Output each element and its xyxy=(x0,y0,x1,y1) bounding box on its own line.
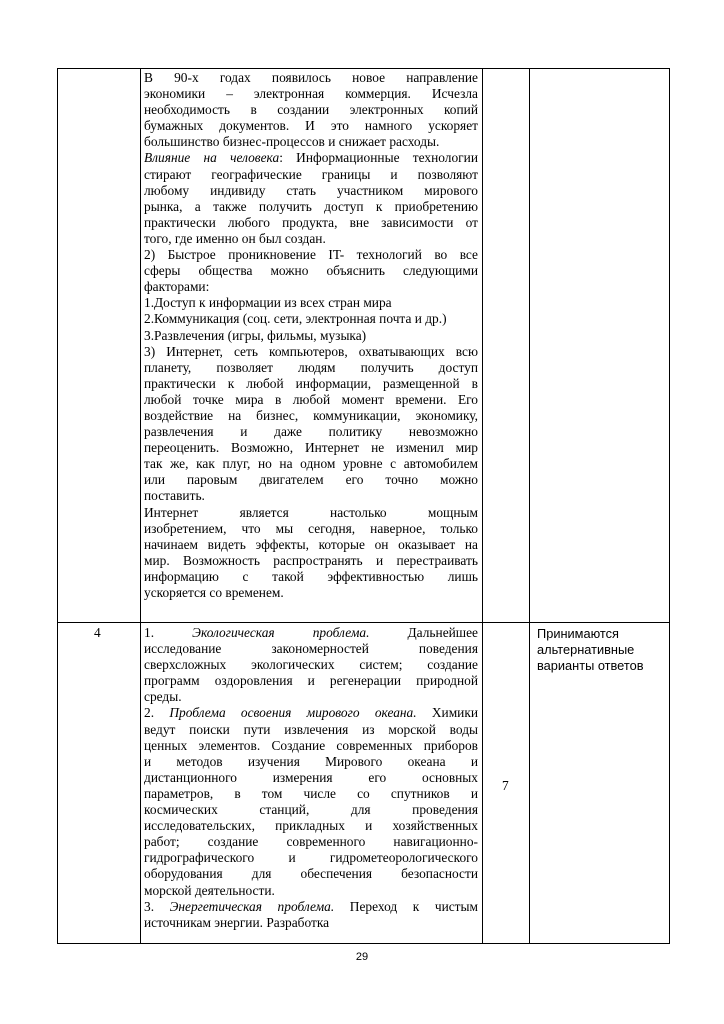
row1-text-line: практически к любой информации, размещенной в xyxy=(144,375,478,391)
table-divider-2 xyxy=(482,68,483,944)
italic-heading: Влияние на человека xyxy=(144,150,280,166)
row2-text-line: среды. xyxy=(144,689,182,705)
row1-text-line: практически любого продукта, вне зависимости от xyxy=(144,214,478,230)
row2-text-line: 1. Экологическая проблема. Дальнейшее xyxy=(144,625,478,640)
table-divider-3 xyxy=(529,68,530,944)
row1-text-line: любой точке мира в любой момент времени. Его xyxy=(144,391,478,407)
row1-text-line: переоценить. Возможно, Интернет не изменил мир xyxy=(144,440,478,456)
row2-text-line: космических станций, для проведения xyxy=(144,802,478,818)
row2-text-line: 3. Энергетическая проблема. Переход к чистым xyxy=(144,898,478,914)
row2-text-line: источникам энергии. Разработка xyxy=(144,914,330,930)
row1-text-line: так же, как плуг, но на одном уровне с автомобилем xyxy=(144,456,478,472)
row1-text-line: 1.Доступ к информации из всех стран мира xyxy=(144,295,392,311)
table-border-right xyxy=(669,68,670,944)
row1-text-line: или паровым двигателем его точно можно xyxy=(144,472,478,488)
row2-text-line: исследовательских, прикладных и хозяйственных xyxy=(144,818,478,834)
table-border-top xyxy=(57,68,670,69)
row1-text-line: Влияние на человека: Информационные технологии xyxy=(144,150,478,166)
table-border-bottom xyxy=(57,943,670,944)
row1-text-line: 3) Интернет, сеть компьютеров, охватывающих всю xyxy=(144,343,478,359)
row2-text-line: ценных элементов. Создание современных приборов xyxy=(144,737,478,753)
italic-heading: Проблема освоения мирового океана. xyxy=(169,705,417,721)
row1-text-line: бумажных документов. И это намного ускоряет xyxy=(144,118,478,134)
row2-text-line: программ оздоровления и регенерации природной xyxy=(144,673,478,689)
row1-text-line: мир. Возможность распространять и перестраивать xyxy=(144,552,478,568)
row1-text-line: В 90-х годах появилось новое направление xyxy=(144,70,478,85)
row1-text-line: необходимость в создании электронных копий xyxy=(144,102,478,118)
row1-text-line: стирают географические границы и позволяют xyxy=(144,166,478,182)
answer-text-row-1 xyxy=(144,70,478,601)
row1-text-line: поставить. xyxy=(144,488,205,504)
row1-text-line: развлечения и даже политику невозможно xyxy=(144,424,478,440)
table-border-left xyxy=(57,68,58,944)
grading-note: Принимаются альтернативные варианты ответов xyxy=(537,626,644,673)
row1-text-line: большинство бизнес-процессов и снижает расходы. xyxy=(144,134,440,150)
row2-text-line: и методов изучения Мирового океана и xyxy=(144,753,478,769)
row1-text-line: сферы общества можно объяснить следующими xyxy=(144,263,478,279)
page-number: 29 xyxy=(355,951,369,963)
italic-heading: Экологическая проблема. xyxy=(192,625,370,640)
row2-text-line: параметров, в том числе со спутников и xyxy=(144,785,478,801)
row1-text-line: факторами: xyxy=(144,279,210,295)
row1-text-line: начинаем видеть эффекты, которые он оказывает на xyxy=(144,536,478,552)
row2-text-line: работ; создание современного навигационно- xyxy=(144,834,478,850)
row1-text-line: 3.Развлечения (игры, фильмы, музыка) xyxy=(144,327,367,343)
row2-text-line: оборудования для обеспечения безопасности xyxy=(144,866,478,882)
row1-text-line: 2.Коммуникация (соц. сети, электронная почта и др.) xyxy=(144,311,447,327)
row1-text-line: 2) Быстрое проникновение IT- технологий во все xyxy=(144,247,478,263)
row1-text-line: экономики – электронная коммерция. Исчезла xyxy=(144,86,478,102)
row2-text-line: дистанционного измерения его основных xyxy=(144,769,478,785)
row1-text-line: информацию с такой эффективностью лишь xyxy=(144,568,478,584)
answer-text-row-2 xyxy=(144,625,478,931)
row2-text-line: гидрографического и гидрометеорологического xyxy=(144,850,478,866)
row1-text-line: любому индивиду стать участником мирового xyxy=(144,182,478,198)
row1-text-line: ускоряется со временем. xyxy=(144,585,284,600)
task-number: 4 xyxy=(94,625,101,640)
table-divider-1 xyxy=(140,68,141,944)
row2-text-line: 2. Проблема освоения мирового океана. Химики xyxy=(144,705,479,721)
row2-text-line: ведут поиски пути извлечения из морской воды xyxy=(144,721,478,737)
row1-text-line: рынка, а также получить доступ к приобретению xyxy=(144,198,478,214)
italic-heading: Энергетическая проблема. xyxy=(169,898,335,914)
points-value: 7 xyxy=(502,778,509,793)
row2-text-line: исследование закономерностей поведения xyxy=(144,641,478,657)
row1-text-line: изобретением, что мы сегодня, наверное, только xyxy=(144,520,478,536)
row1-text-line: планету, позволяет людям получить доступ xyxy=(144,359,478,375)
table-row-separator xyxy=(57,622,670,623)
row2-text-line: морской деятельности. xyxy=(144,882,275,898)
row1-text-line: воздействие на бизнес, коммуникации, экономику, xyxy=(144,407,478,423)
row1-text-line: Интернет является настолько мощным xyxy=(144,504,478,520)
row1-text-line: того, где именно он был создан. xyxy=(144,230,326,246)
row2-text-line: сверхсложных экологических систем; создание xyxy=(144,657,478,673)
